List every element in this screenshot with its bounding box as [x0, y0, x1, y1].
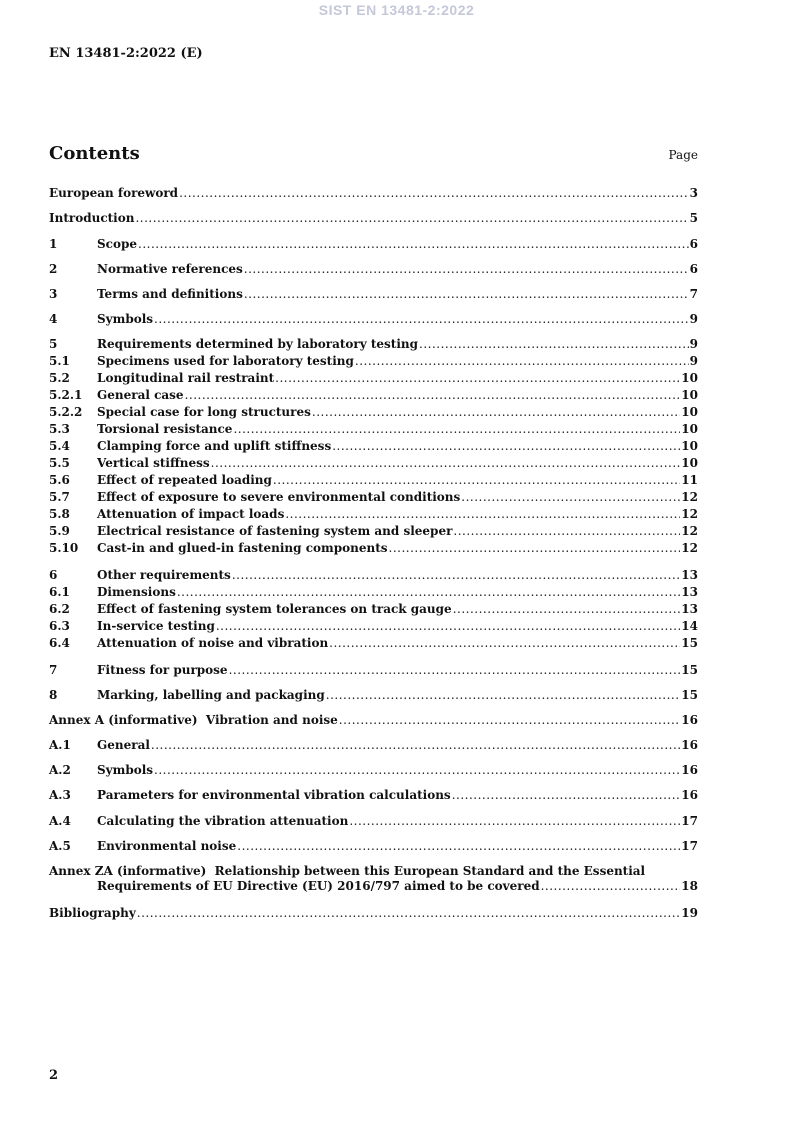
page-column-label: Page: [668, 148, 698, 162]
toc-entry-page: 16: [681, 713, 698, 727]
toc-entry-title: Marking, labelling and packaging: [97, 688, 325, 702]
toc-entry-page: 12: [681, 541, 698, 555]
toc-dot-leader: [137, 906, 681, 921]
toc-entry-number: 6.2: [49, 602, 70, 616]
toc-entry-page: 12: [681, 490, 698, 504]
toc-entry-normative-references[interactable]: [49, 262, 698, 277]
toc-entry-number: 5.7: [49, 490, 70, 504]
toc-entry-number: 5.3: [49, 422, 70, 436]
toc-entry-page: 9: [689, 312, 698, 326]
toc-dot-leader: [275, 371, 680, 386]
toc-entry-title: Bibliography: [49, 906, 136, 920]
toc-entry-title: Attenuation of noise and vibration: [97, 636, 329, 650]
toc-entry-title: Terms and definitions: [97, 287, 243, 301]
toc-entry-page: 6: [689, 262, 698, 276]
toc-entry-number: 6.1: [49, 585, 70, 599]
toc-dot-leader: [453, 524, 680, 539]
toc-entry-title: Effect of repeated loading: [97, 473, 272, 487]
document-identifier: EN 13481-2:2022 (E): [49, 46, 203, 61]
toc-entry-page: 3: [689, 186, 698, 200]
toc-dot-leader: [138, 237, 689, 252]
toc-entry-number: 6.3: [49, 619, 70, 633]
toc-entry-number: A.5: [49, 839, 71, 853]
toc-entry-bibliography[interactable]: [49, 906, 698, 921]
toc-dot-leader: [233, 422, 680, 437]
toc-entry-title: In-service testing: [97, 619, 215, 633]
toc-entry-title: Effect of fastening system tolerances on track gauge: [97, 602, 452, 616]
toc-entry-noise-vibration[interactable]: [49, 636, 698, 651]
toc-entry-terms-and-definitions[interactable]: [49, 287, 698, 302]
toc-entry-page: 10: [681, 371, 698, 385]
toc-entry-page: 17: [681, 839, 698, 853]
toc-dot-leader: [211, 456, 681, 471]
toc-entry-introduction[interactable]: [49, 211, 698, 226]
toc-entry-dimensions[interactable]: [49, 585, 698, 600]
toc-entry-title: Annex ZA (informative) Relationship between this European Standard and the Essential: [49, 864, 646, 878]
toc-entry-annex-a-general[interactable]: [49, 738, 698, 753]
toc-entry-page: 13: [681, 568, 698, 582]
toc-entry-fitness-for-purpose[interactable]: [49, 663, 698, 678]
toc-entry-page: 13: [681, 602, 698, 616]
toc-entry-title: Symbols: [97, 763, 154, 777]
toc-dot-leader: [541, 879, 681, 894]
toc-entry-title: European foreword: [49, 186, 179, 200]
toc-dot-leader: [244, 262, 689, 277]
toc-entry-specimens[interactable]: [49, 354, 698, 369]
toc-entry-page: 9: [689, 354, 698, 368]
toc-entry-number: 4: [49, 312, 58, 326]
toc-entry-title: Electrical resistance of fastening system and sleeper: [97, 524, 453, 538]
toc-entry-title: Scope: [97, 237, 138, 251]
toc-entry-page: 12: [681, 507, 698, 521]
toc-entry-impact-loads[interactable]: [49, 507, 698, 522]
toc-entry-title: Torsional resistance: [97, 422, 233, 436]
toc-entry-title: Calculating the vibration attenuation: [97, 814, 349, 828]
toc-entry-page: 19: [681, 906, 698, 920]
toc-entry-page: 12: [681, 524, 698, 538]
toc-entry-number: 6.4: [49, 636, 70, 650]
toc-entry-page: 15: [681, 663, 698, 677]
toc-dot-leader: [244, 287, 689, 302]
toc-entry-annex-za[interactable]: [49, 864, 698, 894]
toc-dot-leader: [285, 507, 680, 522]
toc-entry-page: 10: [681, 388, 698, 402]
toc-dot-leader: [419, 337, 689, 352]
toc-dot-leader: [339, 713, 681, 728]
toc-entry-title: Dimensions: [97, 585, 176, 599]
toc-entry-page: 11: [681, 473, 698, 487]
toc-entry-title: General case: [97, 388, 184, 402]
toc-entry-number: A.4: [49, 814, 71, 828]
toc-entry-title: Specimens used for laboratory testing: [97, 354, 354, 368]
toc-dot-leader: [273, 473, 680, 488]
toc-entry-title: Fitness for purpose: [97, 663, 228, 677]
toc-entry-number: 6: [49, 568, 58, 582]
toc-entry-number: 5.9: [49, 524, 70, 538]
toc-entry-torsional-resistance[interactable]: [49, 422, 698, 437]
toc-entry-number: 3: [49, 287, 58, 301]
toc-dot-leader: [185, 388, 681, 403]
toc-entry-symbols[interactable]: [49, 312, 698, 327]
toc-entry-cast-in-components[interactable]: [49, 541, 698, 556]
toc-entry-vibration-attenuation[interactable]: [49, 814, 698, 829]
toc-dot-leader: [452, 788, 681, 803]
toc-entry-page: 14: [681, 619, 698, 633]
toc-entry-page: 15: [681, 636, 698, 650]
toc-entry-title: General: [97, 738, 150, 752]
toc-dot-leader: [237, 839, 680, 854]
toc-entry-page: 16: [681, 738, 698, 752]
toc-dot-leader: [329, 636, 680, 651]
toc-entry-vibration-parameters[interactable]: [49, 788, 698, 803]
toc-entry-annex-a-symbols[interactable]: [49, 763, 698, 778]
toc-entry-environmental-conditions[interactable]: [49, 490, 698, 505]
toc-entry-number: 5.8: [49, 507, 70, 521]
toc-entry-page: 5: [689, 211, 698, 225]
toc-dot-leader: [154, 763, 680, 778]
toc-entry-title: Normative references: [97, 262, 243, 276]
toc-dot-leader: [453, 602, 681, 617]
toc-entry-longitudinal-rail-restraint[interactable]: [49, 371, 698, 386]
toc-entry-requirements-laboratory-testing[interactable]: [49, 337, 698, 352]
toc-dot-leader: [312, 405, 680, 420]
toc-dot-leader: [232, 568, 680, 583]
toc-entry-title: Longitudinal rail restraint: [97, 371, 275, 385]
toc-entry-number: 5.2.1: [49, 388, 83, 402]
toc-dot-leader: [135, 211, 688, 226]
toc-entry-page: 13: [681, 585, 698, 599]
toc-entry-marking-labelling[interactable]: [49, 688, 698, 703]
toc-dot-leader: [349, 814, 680, 829]
toc-entry-european-foreword[interactable]: [49, 186, 698, 201]
toc-entry-title: Other requirements: [97, 568, 231, 582]
toc-entry-number: 5.5: [49, 456, 70, 470]
toc-entry-vertical-stiffness[interactable]: [49, 456, 698, 471]
toc-entry-title: Special case for long structures: [97, 405, 311, 419]
toc-entry-page: 18: [681, 879, 698, 893]
toc-entry-page: 16: [681, 788, 698, 802]
toc-entry-title: Effect of exposure to severe environmental conditions: [97, 490, 461, 504]
toc-entry-number: 5: [49, 337, 58, 351]
toc-entry-number: 8: [49, 688, 58, 702]
toc-entry-title: Symbols: [97, 312, 154, 326]
toc-dot-leader: [461, 490, 680, 505]
toc-entry-title: Parameters for environmental vibration calculations: [97, 788, 451, 802]
toc-entry-number: 2: [49, 262, 58, 276]
toc-entry-number: 5.1: [49, 354, 70, 368]
toc-entry-page: 6: [689, 237, 698, 251]
toc-entry-page: 15: [681, 688, 698, 702]
page-number: 2: [49, 1068, 59, 1083]
toc-entry-general-case[interactable]: [49, 388, 698, 403]
toc-dot-leader: [229, 663, 681, 678]
toc-entry-title: Introduction: [49, 211, 135, 225]
toc-entry-title: Cast-in and glued-in fastening components: [97, 541, 388, 555]
toc-entry-track-gauge-tolerances[interactable]: [49, 602, 698, 617]
toc-entry-special-case[interactable]: [49, 405, 698, 420]
toc-dot-leader: [177, 585, 680, 600]
toc-dot-leader: [355, 354, 689, 369]
toc-entry-in-service-testing[interactable]: [49, 619, 698, 634]
toc-entry-other-requirements[interactable]: [49, 568, 698, 583]
toc-entry-title: Annex A (informative) Vibration and noise: [49, 713, 338, 727]
toc-entry-page: 16: [681, 763, 698, 777]
toc-entry-annex-a[interactable]: [49, 713, 698, 728]
watermark: SIST EN 13481-2:2022: [318, 2, 475, 18]
toc-entry-title: Environmental noise: [97, 839, 237, 853]
toc-entry-page: 17: [681, 814, 698, 828]
toc-dot-leader: [389, 541, 681, 556]
toc-entry-repeated-loading[interactable]: [49, 473, 698, 488]
toc-entry-electrical-resistance[interactable]: [49, 524, 698, 539]
toc-entry-number: 5.4: [49, 439, 70, 453]
toc-entry-page: 7: [689, 287, 698, 301]
toc-entry-clamping-force[interactable]: [49, 439, 698, 454]
toc-entry-page: 10: [681, 439, 698, 453]
toc-entry-number: A.1: [49, 738, 71, 752]
toc-entry-number: 5.2.2: [49, 405, 83, 419]
toc-dot-leader: [151, 738, 680, 753]
toc-entry-page: 10: [681, 422, 698, 436]
toc-entry-number: A.2: [49, 763, 71, 777]
page-title: Contents: [49, 143, 140, 164]
toc-entry-title-continuation: Requirements of EU Directive (EU) 2016/797 aimed to be covered: [97, 879, 540, 893]
toc-entry-number: 1: [49, 237, 58, 251]
toc-entry-number: 7: [49, 663, 58, 677]
toc-entry-number: A.3: [49, 788, 71, 802]
toc-entry-number: 5.6: [49, 473, 70, 487]
toc-dot-leader: [179, 186, 689, 201]
toc-entry-number: 5.10: [49, 541, 79, 555]
toc-dot-leader: [332, 439, 680, 454]
toc-entry-page: 10: [681, 405, 698, 419]
toc-entry-page: 10: [681, 456, 698, 470]
toc-dot-leader: [326, 688, 681, 703]
toc-entry-title: Requirements determined by laboratory testing: [97, 337, 419, 351]
toc-entry-title: Vertical stiffness: [97, 456, 210, 470]
toc-entry-environmental-noise[interactable]: [49, 839, 698, 854]
toc-entry-scope[interactable]: [49, 237, 698, 252]
toc-entry-title: Attenuation of impact loads: [97, 507, 285, 521]
toc-dot-leader: [216, 619, 680, 634]
toc-entry-number: 5.2: [49, 371, 70, 385]
toc-entry-page: 9: [689, 337, 698, 351]
toc-dot-leader: [154, 312, 689, 327]
toc-entry-title: Clamping force and uplift stiffness: [97, 439, 332, 453]
